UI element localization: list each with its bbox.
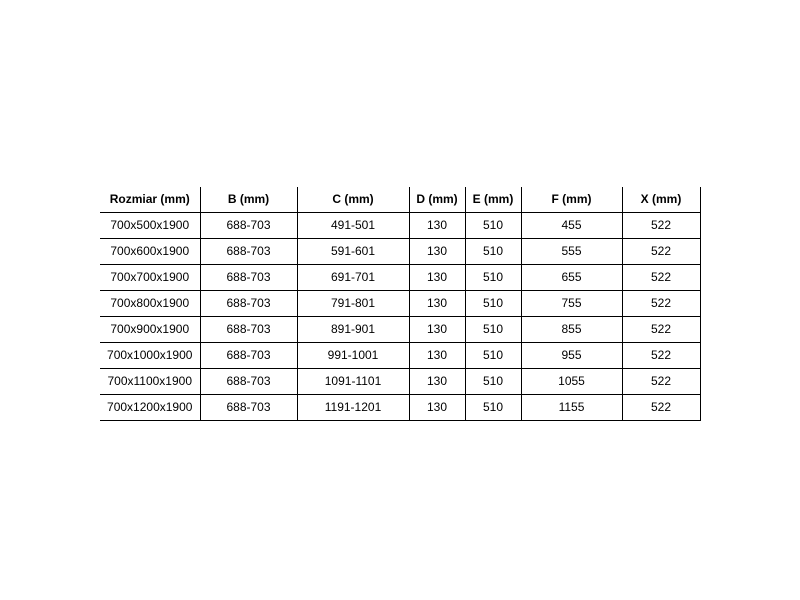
cell-b: 688-703 xyxy=(200,239,297,265)
cell-rozmiar: 700x1100x1900 xyxy=(100,369,200,395)
cell-e: 510 xyxy=(465,291,521,317)
table-row xyxy=(100,213,700,239)
cell-d: 130 xyxy=(409,317,465,343)
cell-c: 791-801 xyxy=(297,291,409,317)
cell-f: 1155 xyxy=(521,395,622,421)
cell-e: 510 xyxy=(465,265,521,291)
cell-d: 130 xyxy=(409,291,465,317)
cell-f: 555 xyxy=(521,239,622,265)
cell-f: 855 xyxy=(521,317,622,343)
cell-x: 522 xyxy=(622,343,700,369)
cell-x: 522 xyxy=(622,395,700,421)
cell-b: 688-703 xyxy=(200,369,297,395)
cell-f: 955 xyxy=(521,343,622,369)
cell-c: 1091-1101 xyxy=(297,369,409,395)
cell-f: 655 xyxy=(521,265,622,291)
cell-f: 1055 xyxy=(521,369,622,395)
cell-rozmiar: 700x800x1900 xyxy=(100,291,200,317)
header-c: C (mm) xyxy=(297,187,409,213)
cell-rozmiar: 700x700x1900 xyxy=(100,265,200,291)
cell-d: 130 xyxy=(409,239,465,265)
cell-c: 1191-1201 xyxy=(297,395,409,421)
cell-x: 522 xyxy=(622,317,700,343)
cell-c: 691-701 xyxy=(297,265,409,291)
cell-b: 688-703 xyxy=(200,395,297,421)
header-rozmiar: Rozmiar (mm) xyxy=(100,187,200,213)
cell-b: 688-703 xyxy=(200,317,297,343)
header-d: D (mm) xyxy=(409,187,465,213)
cell-x: 522 xyxy=(622,213,700,239)
table-row xyxy=(100,369,700,395)
header-f: F (mm) xyxy=(521,187,622,213)
header-x: X (mm) xyxy=(622,187,700,213)
table-header-row xyxy=(100,187,700,213)
cell-d: 130 xyxy=(409,369,465,395)
cell-rozmiar: 700x600x1900 xyxy=(100,239,200,265)
cell-f: 455 xyxy=(521,213,622,239)
header-b: B (mm) xyxy=(200,187,297,213)
cell-d: 130 xyxy=(409,395,465,421)
cell-c: 991-1001 xyxy=(297,343,409,369)
cell-x: 522 xyxy=(622,369,700,395)
cell-d: 130 xyxy=(409,265,465,291)
cell-b: 688-703 xyxy=(200,213,297,239)
cell-d: 130 xyxy=(409,213,465,239)
cell-x: 522 xyxy=(622,239,700,265)
cell-d: 130 xyxy=(409,343,465,369)
table-row xyxy=(100,291,700,317)
cell-e: 510 xyxy=(465,343,521,369)
cell-c: 591-601 xyxy=(297,239,409,265)
dimensions-table xyxy=(100,187,701,421)
cell-x: 522 xyxy=(622,265,700,291)
table-row xyxy=(100,395,700,421)
table-row xyxy=(100,239,700,265)
cell-c: 891-901 xyxy=(297,317,409,343)
cell-rozmiar: 700x1200x1900 xyxy=(100,395,200,421)
cell-c: 491-501 xyxy=(297,213,409,239)
cell-f: 755 xyxy=(521,291,622,317)
cell-rozmiar: 700x900x1900 xyxy=(100,317,200,343)
table-row xyxy=(100,265,700,291)
cell-b: 688-703 xyxy=(200,291,297,317)
cell-rozmiar: 700x1000x1900 xyxy=(100,343,200,369)
header-e: E (mm) xyxy=(465,187,521,213)
cell-b: 688-703 xyxy=(200,265,297,291)
cell-e: 510 xyxy=(465,239,521,265)
cell-e: 510 xyxy=(465,317,521,343)
cell-e: 510 xyxy=(465,395,521,421)
cell-e: 510 xyxy=(465,369,521,395)
table-row xyxy=(100,343,700,369)
table-row xyxy=(100,317,700,343)
cell-rozmiar: 700x500x1900 xyxy=(100,213,200,239)
cell-e: 510 xyxy=(465,213,521,239)
cell-b: 688-703 xyxy=(200,343,297,369)
cell-x: 522 xyxy=(622,291,700,317)
